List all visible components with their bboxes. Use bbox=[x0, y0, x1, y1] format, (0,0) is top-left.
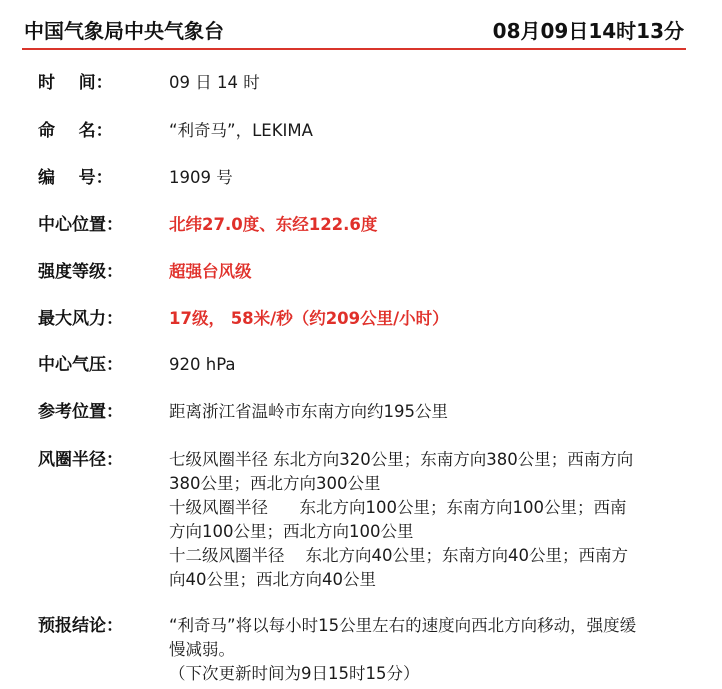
field-label: 中心气压： bbox=[38, 355, 123, 375]
field-label: 命 名： bbox=[38, 121, 113, 141]
wind-radius-line: 十二级风圈半径 东北方向40公里；东南方向40公里；西南方 bbox=[169, 546, 628, 565]
issue-time: 08月09日14时13分 bbox=[492, 19, 684, 43]
field-label: 中心位置： bbox=[38, 215, 123, 235]
field-label: 风圈半径： bbox=[38, 450, 123, 470]
field-label: 预报结论： bbox=[38, 616, 123, 636]
field-label: 强度等级： bbox=[38, 262, 123, 282]
issuing-agency: 中国气象局中央气象台 bbox=[24, 19, 224, 43]
field-value-multiline bbox=[169, 448, 689, 592]
field-value-multiline bbox=[169, 614, 689, 686]
field-value-highlight: 超强台风级 bbox=[169, 262, 252, 281]
field-label: 最大风力： bbox=[38, 309, 123, 329]
field-value-highlight: 17级， 58米/秒（约209公里/小时） bbox=[169, 309, 449, 328]
wind-radius-line: 向40公里；西北方向40公里 bbox=[169, 570, 376, 589]
wind-radius-line: 七级风圈半径 东北方向320公里；东南方向380公里；西南方向 bbox=[169, 450, 634, 469]
forecast-line: 慢减弱。 bbox=[169, 640, 235, 659]
field-label: 参考位置： bbox=[38, 402, 123, 422]
wind-radius-line: 380公里；西北方向300公里 bbox=[169, 474, 381, 493]
field-label: 时 间： bbox=[38, 73, 113, 93]
bulletin-header bbox=[22, 14, 686, 50]
field-value: 1909 号 bbox=[169, 168, 233, 187]
field-value: “利奇马”，LEKIMA bbox=[169, 121, 313, 140]
field-value: 距离浙江省温岭市东南方向约195公里 bbox=[169, 402, 448, 421]
wind-radius-line: 方向100公里；西北方向100公里 bbox=[169, 522, 414, 541]
forecast-line: （下次更新时间为9日15时15分） bbox=[169, 664, 420, 683]
field-value: 09 日 14 时 bbox=[169, 73, 260, 92]
field-value-highlight: 北纬27.0度、东经122.6度 bbox=[169, 215, 378, 234]
forecast-line: “利奇马”将以每小时15公里左右的速度向西北方向移动，强度缓 bbox=[169, 616, 637, 635]
wind-radius-line: 十级风圈半径 东北方向100公里；东南方向100公里；西南 bbox=[169, 498, 627, 517]
field-value: 920 hPa bbox=[169, 355, 236, 374]
field-label: 编 号： bbox=[38, 168, 113, 188]
